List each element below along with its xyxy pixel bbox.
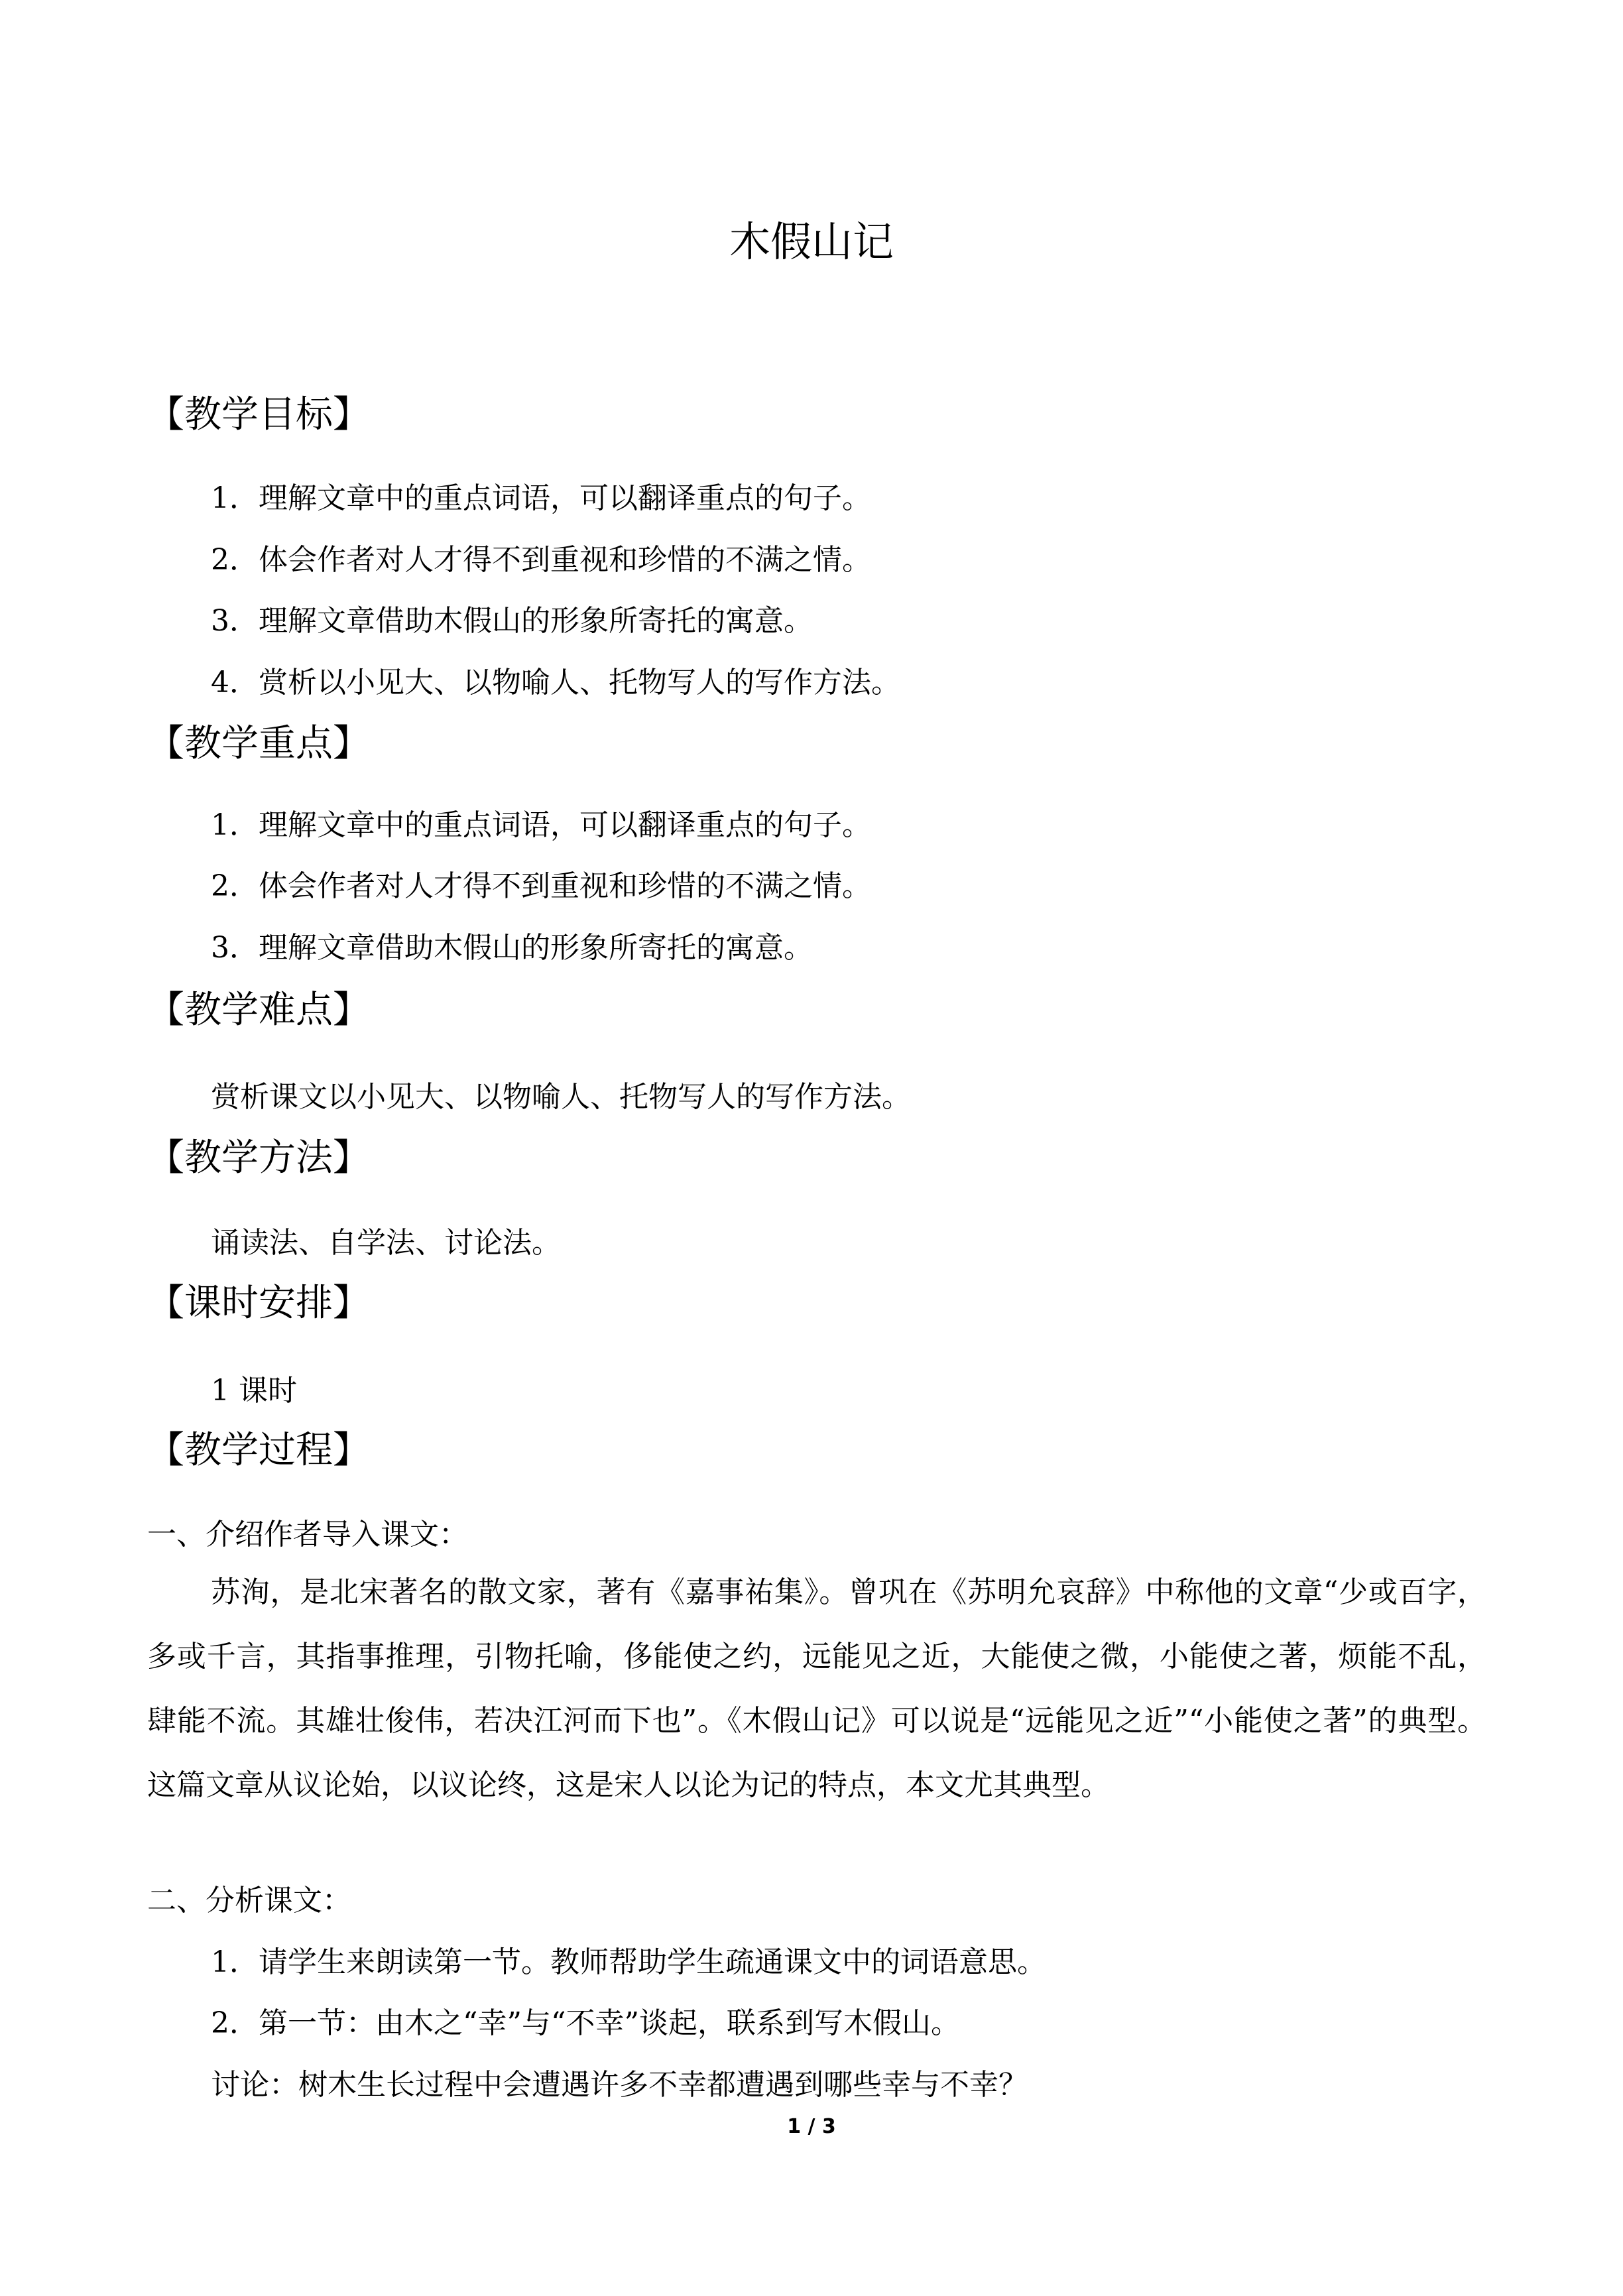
key-point-item: 1．理解文章中的重点词语，可以翻译重点的句子。 (211, 808, 871, 842)
goal-item: 1．理解文章中的重点词语，可以翻译重点的句子。 (211, 481, 871, 515)
heading-schedule: 【课时安排】 (147, 1282, 370, 1325)
page-number: 1 / 3 (787, 2115, 836, 2138)
schedule-text: 1 课时 (211, 1374, 297, 1408)
heading-teaching-goals: 【教学目标】 (147, 393, 370, 436)
key-point-item: 2．体会作者对人才得不到重视和珍惜的不满之情。 (211, 869, 871, 903)
process-part2-item: 2．第一节：由木之“幸”与“不幸”谈起，联系到写木假山。 (211, 2006, 960, 2040)
key-point-item: 3．理解文章借助木假山的形象所寄托的寓意。 (211, 931, 813, 965)
heading-methods: 【教学方法】 (147, 1136, 370, 1179)
process-part2-item: 1．请学生来朗读第一节。教师帮助学生疏通课文中的词语意思。 (211, 1945, 1046, 1979)
process-part2-title: 二、分析课文： (147, 1884, 351, 1917)
methods-text: 诵读法、自学法、讨论法。 (211, 1226, 561, 1260)
goal-item: 2．体会作者对人才得不到重视和珍惜的不满之情。 (211, 543, 871, 577)
process-part1-paragraph: 苏洵，是北宋著名的散文家，著有《嘉事祐集》。曾巩在《苏明允哀辞》中称他的文章“少或百字，多或千言，其指事推理，引物托喻，侈能使之约，远能见之近，大能使之微，小能使之著，烦能不乱，肆能不流。其雄壮俊伟，若决江河而下也”。《木假山记》可以说是“远能见之近”“小能使之著”的典型。这篇文章从议论始，以议论终，这是宋人以论为记的特点，本文尤其典型。 (147, 1575, 1486, 1802)
heading-difficulties: 【教学难点】 (147, 989, 370, 1032)
goal-item: 3．理解文章借助木假山的形象所寄托的寓意。 (211, 604, 813, 638)
heading-key-points: 【教学重点】 (147, 722, 370, 765)
goal-item: 4．赏析以小见大、以物喻人、托物写人的写作方法。 (211, 666, 900, 699)
difficulties-text: 赏析课文以小见大、以物喻人、托物写人的写作方法。 (211, 1080, 911, 1114)
process-part2-item: 讨论：树木生长过程中会遭遇许多不幸都遭遇到哪些幸与不幸？ (211, 2068, 1028, 2102)
heading-process: 【教学过程】 (147, 1429, 370, 1472)
document-title: 木假山记 (729, 217, 894, 266)
process-part1-title: 一、介绍作者导入课文： (147, 1518, 468, 1551)
